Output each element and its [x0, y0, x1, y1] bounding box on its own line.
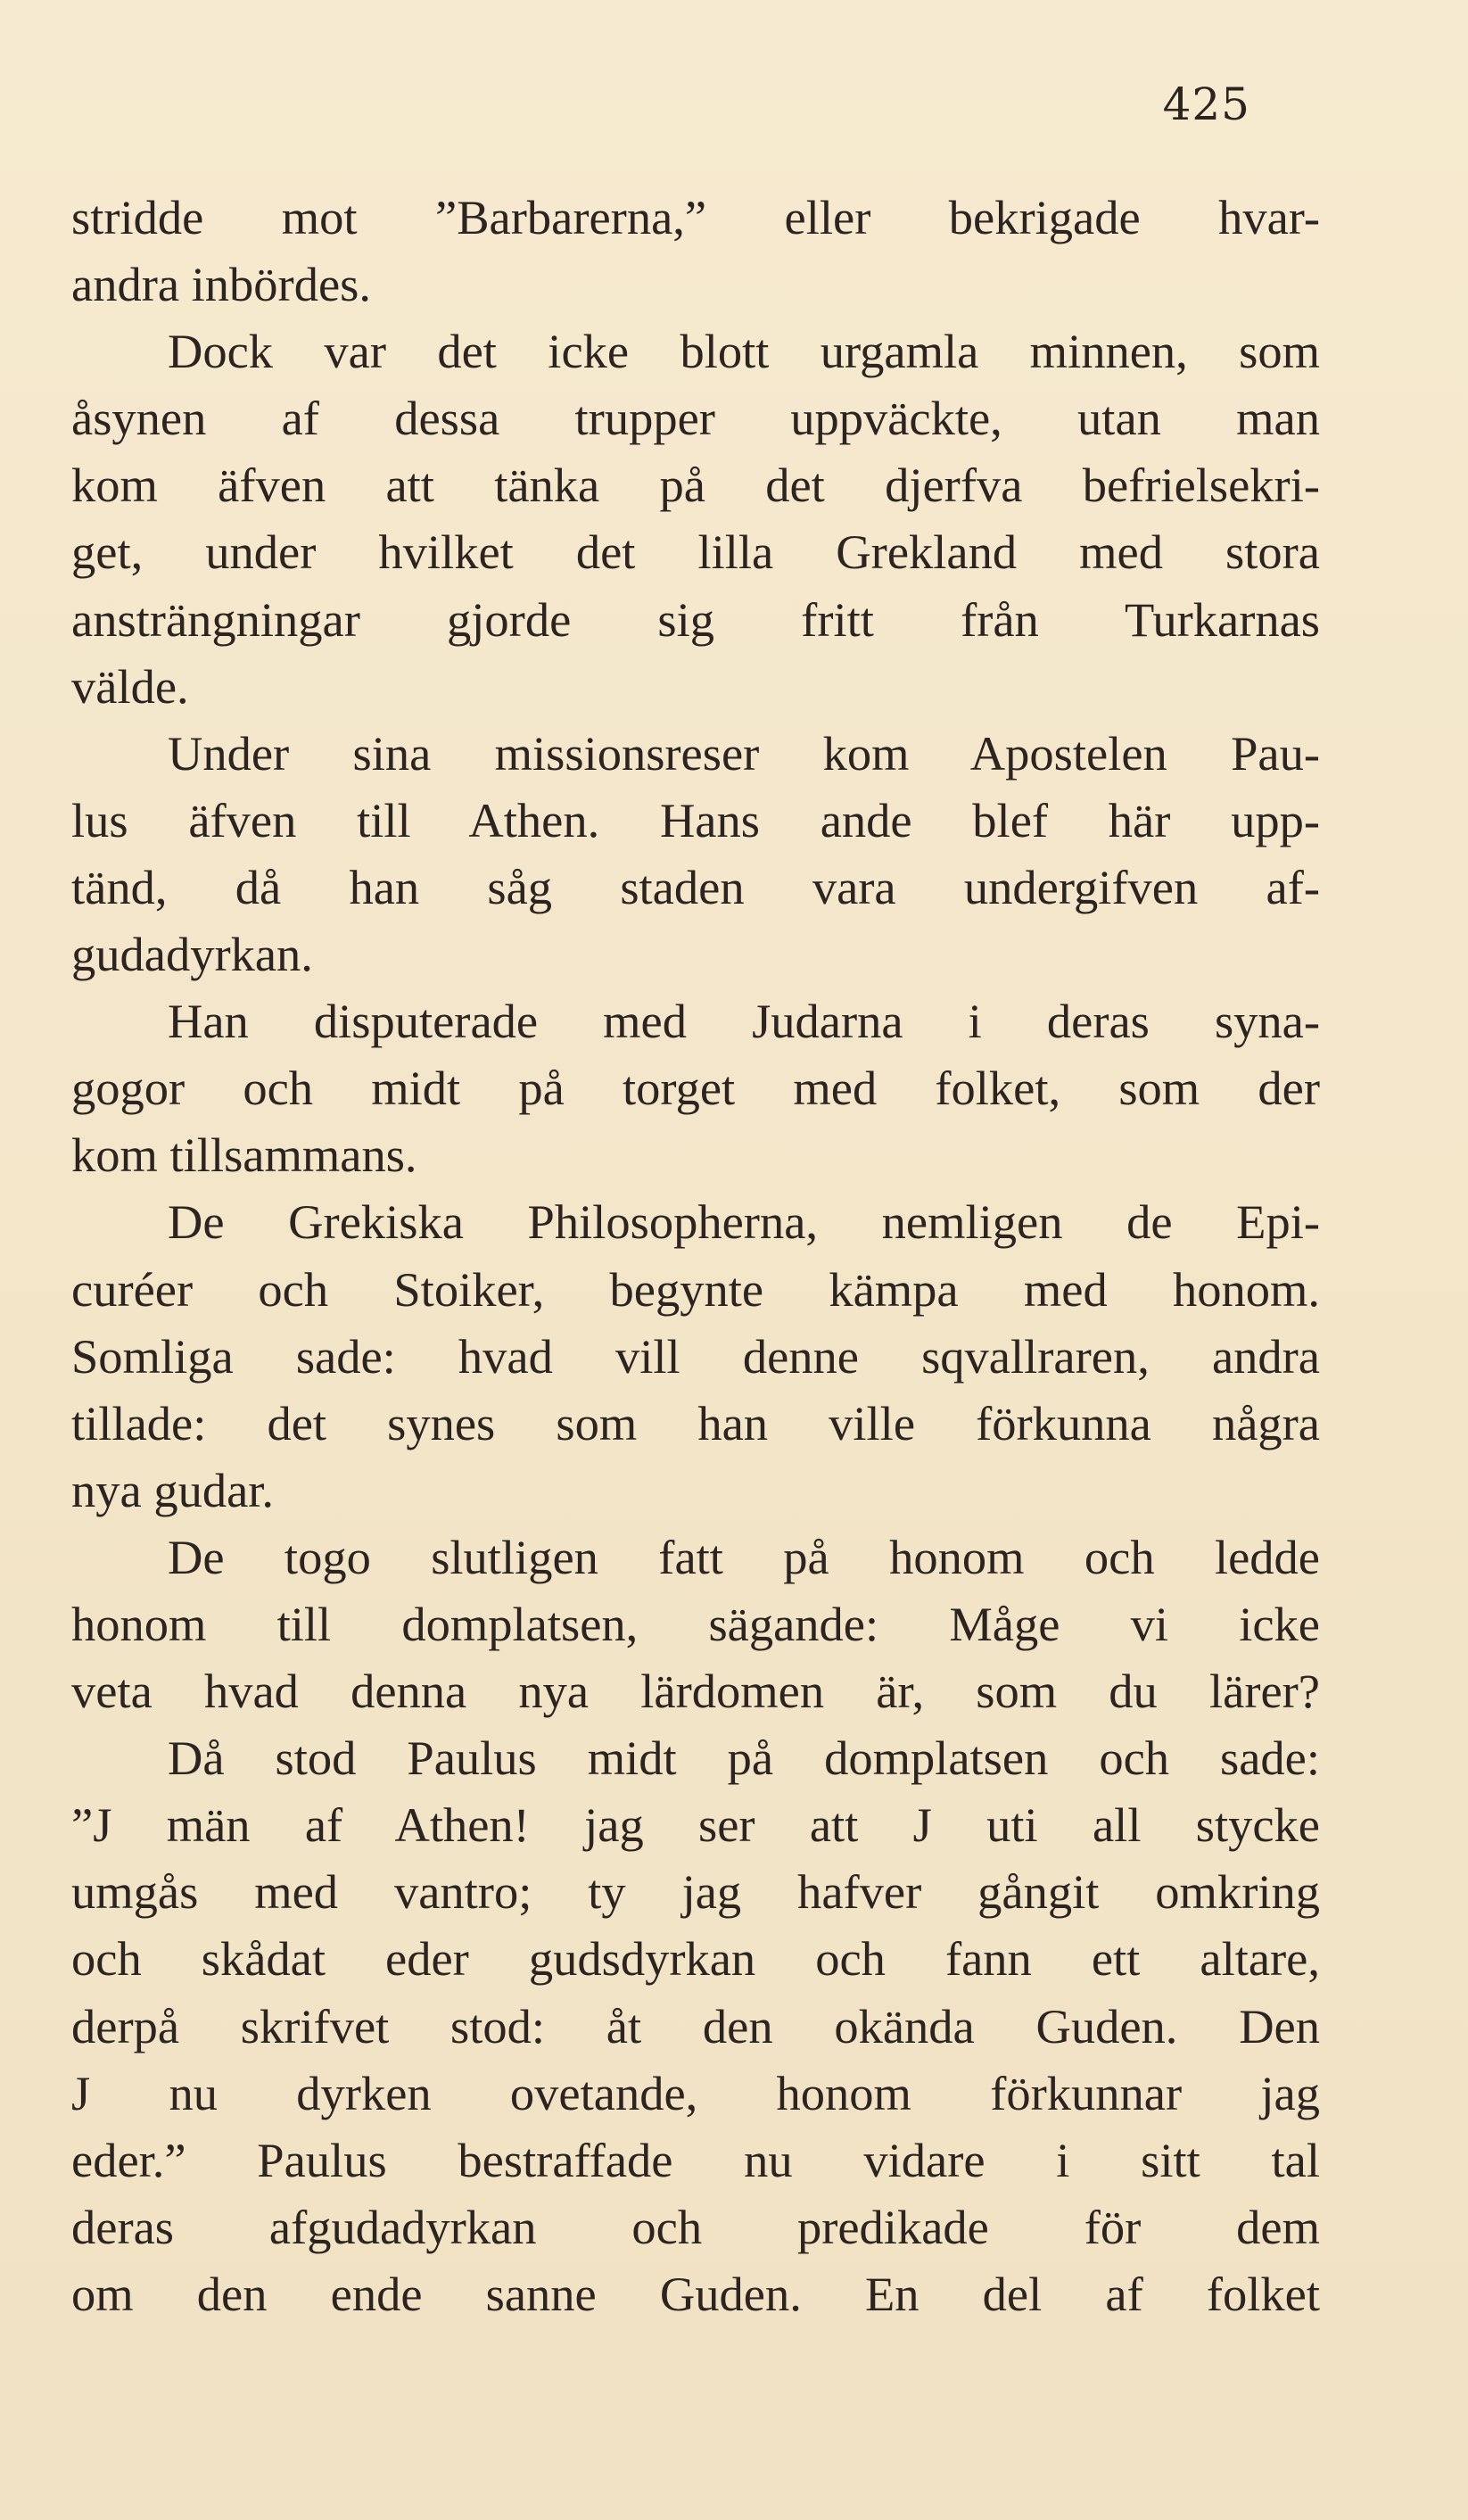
text-line: välde.	[71, 658, 189, 714]
text-line: stridde mot ”Barbarerna,” eller bekrigade hvar-	[71, 190, 1320, 244]
text-line: De Grekiska Philosopherna, nemligen de Epi-	[168, 1194, 1320, 1250]
text-line: ansträngningar gjorde sig fritt från Turkarnas	[71, 591, 1320, 647]
body-text	[71, 184, 1320, 2327]
text-line: ”J män af Athen! jag ser att J uti all stycke	[71, 1797, 1320, 1853]
text-line: derpå skrifvet stod: åt den okända Guden. Den	[71, 1998, 1320, 2053]
text-line: gudadyrkan.	[71, 927, 313, 982]
text-line: deras afgudadyrkan och predikade för dem	[71, 2199, 1320, 2254]
text-line: lus äfven till Athen. Hans ande blef här upp-	[71, 792, 1320, 847]
text-line: get, under hvilket det lilla Grekland med stora	[71, 525, 1320, 580]
text-line: J nu dyrken ovetande, honom förkunnar jag	[71, 2065, 1320, 2120]
text-line: eder.” Paulus bestraffade nu vidare i sitt tal	[71, 2132, 1320, 2187]
text-line: Under sina missionsreser kom Apostelen Pau-	[168, 725, 1320, 781]
text-line: andra inbördes.	[71, 257, 371, 312]
text-line: nya gudar.	[71, 1462, 275, 1517]
text-line: umgås med vantro; ty jag hafver gångit omkring	[71, 1864, 1320, 1920]
text-line: kom äfven att tänka på det djerfva befrielsekri-	[71, 458, 1320, 513]
text-line: om den ende sanne Guden. En del af folket	[71, 2266, 1320, 2321]
text-line: gogor och midt på torget med folket, som der	[71, 1061, 1320, 1116]
text-line: Dock var det icke blott urgamla minnen, som	[168, 324, 1320, 379]
text-line: Han disputerade med Judarna i deras syna-	[168, 994, 1320, 1049]
text-line: åsynen af dessa trupper uppväckte, utan man	[71, 391, 1320, 446]
text-line: kom tillsammans.	[71, 1128, 417, 1183]
text-line: Då stod Paulus midt på domplatsen och sade:	[168, 1731, 1320, 1786]
page-number: 425	[1162, 78, 1250, 130]
text-line: De togo slutligen fatt på honom och ledde	[168, 1529, 1320, 1584]
text-line: tänd, då han såg staden vara undergifven af-	[71, 859, 1320, 914]
text-line: och skådat eder gudsdyrkan och fann ett altare,	[71, 1931, 1320, 1987]
text-line: curéer och Stoiker, begynte kämpa med honom.	[71, 1261, 1320, 1317]
text-line: veta hvad denna nya lärdomen är, som du lärer?	[71, 1664, 1320, 1719]
text-line: tillade: det synes som han ville förkunna några	[71, 1395, 1320, 1450]
text-line: Somliga sade: hvad vill denne sqvallraren, andra	[71, 1328, 1320, 1384]
text-line: honom till domplatsen, sägande: Måge vi icke	[71, 1596, 1320, 1651]
